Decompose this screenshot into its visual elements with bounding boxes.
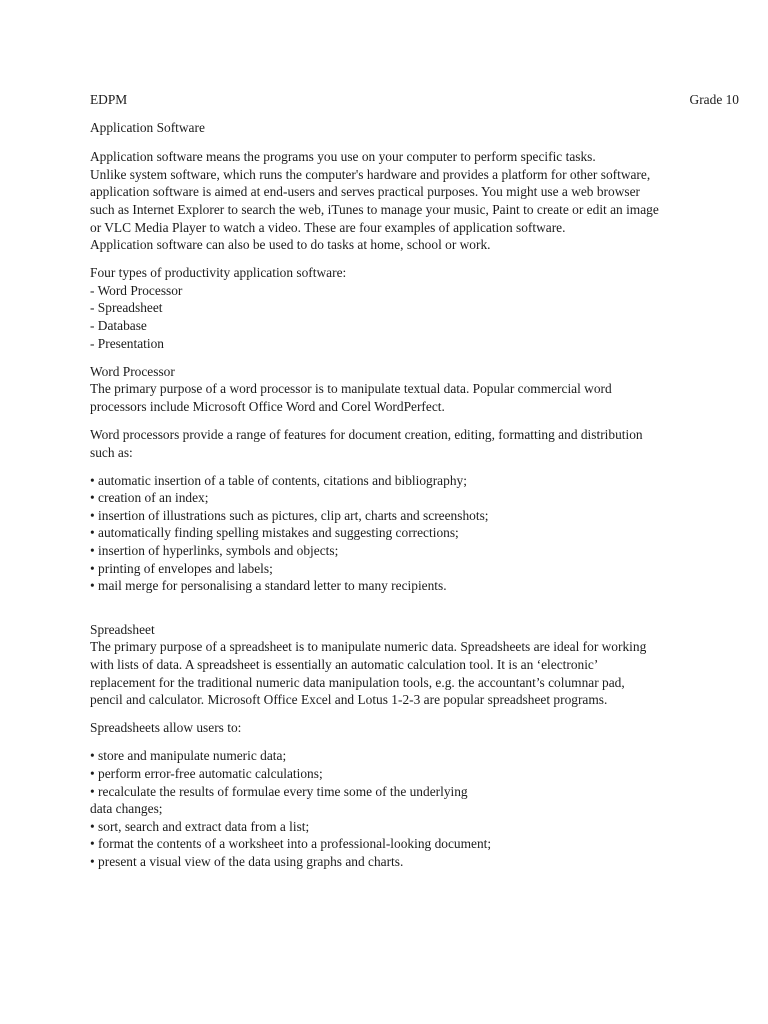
spreadsheet-uses-list — [90, 747, 690, 870]
section-text-line: replacement for the traditional numeric data manipulation tools, e.g. the accountant’s columnar pad, — [90, 674, 625, 690]
intro-line: Application software can also be used to do tasks at home, school or work. — [90, 237, 491, 253]
intro-line: application software is aimed at end-users and serves practical purposes. You might use a web browser — [90, 184, 640, 200]
section-text-line: The primary purpose of a word processor is to manipulate textual data. Popular commercial word — [90, 381, 612, 397]
spreadsheet-section — [90, 621, 690, 709]
intro-line: such as Internet Explorer to search the web, iTunes to manage your music, Paint to create or edit an image — [90, 201, 659, 217]
spreadsheet-uses-intro: Spreadsheets allow users to: — [90, 720, 242, 736]
grade-level: Grade 10 — [689, 92, 739, 107]
list-item: • automatically finding spelling mistakes and suggesting corrections; — [90, 525, 459, 541]
word-processor-section — [90, 363, 690, 416]
list-item: • perform error-free automatic calculations; — [90, 766, 323, 781]
section-text-line: pencil and calculator. Microsoft Office Excel and Lotus 1-2-3 are popular spreadsheet programs. — [90, 692, 608, 708]
intro-line: Unlike system software, which runs the computer's hardware and provides a platform for other software, — [90, 166, 651, 182]
intro-line: Application software means the programs you use on your computer to perform specific tasks. — [90, 149, 596, 165]
list-item: • printing of envelopes and labels; — [90, 560, 273, 576]
list-item: • sort, search and extract data from a list; — [90, 818, 310, 834]
document-title: Application Software — [90, 120, 205, 136]
section-heading: Spreadsheet — [90, 621, 155, 637]
list-item: - Presentation — [90, 335, 165, 351]
list-item: data changes; — [90, 801, 163, 817]
intro-line: or VLC Media Player to watch a video. These are four examples of application software. — [90, 219, 566, 235]
word-processor-features-intro — [90, 426, 690, 461]
list-item: • present a visual view of the data using graphs and charts. — [90, 853, 404, 869]
list-item: • format the contents of a worksheet into a professional-looking document; — [90, 836, 492, 852]
list-item: • recalculate the results of formulae every time some of the underlying — [90, 783, 468, 799]
list-item: • insertion of hyperlinks, symbols and objects; — [90, 543, 339, 559]
document-page — [90, 91, 739, 871]
list-item: • mail merge for personalising a standard letter to many recipients. — [90, 578, 447, 594]
section-text-line: processors include Microsoft Office Word and Corel WordPerfect. — [90, 398, 445, 414]
list-item: • automatic insertion of a table of contents, citations and bibliography; — [90, 472, 467, 488]
intro-paragraph — [90, 148, 690, 254]
word-processor-features-list — [90, 472, 690, 595]
list-item: • store and manipulate numeric data; — [90, 748, 287, 764]
section-heading: Word Processor — [90, 363, 175, 379]
list-item: - Spreadsheet — [90, 300, 163, 316]
section-text-line: with lists of data. A spreadsheet is essentially an automatic calculation tool. It is an ‘electronic’ — [90, 657, 599, 673]
software-types-list — [90, 264, 690, 352]
list-item: - Database — [90, 318, 147, 334]
subject-code: EDPM — [90, 92, 128, 107]
list-item: • insertion of illustrations such as pictures, clip art, charts and screenshots; — [90, 507, 489, 523]
list-item: - Word Processor — [90, 282, 183, 298]
page-header — [90, 91, 739, 109]
section-text-line: such as: — [90, 444, 133, 460]
list-item: • creation of an index; — [90, 490, 209, 506]
types-heading: Four types of productivity application software: — [90, 265, 347, 281]
section-text-line: The primary purpose of a spreadsheet is to manipulate numeric data. Spreadsheets are ideal for working — [90, 639, 647, 655]
section-text-line: Word processors provide a range of features for document creation, editing, formatting and distribution — [90, 427, 643, 442]
